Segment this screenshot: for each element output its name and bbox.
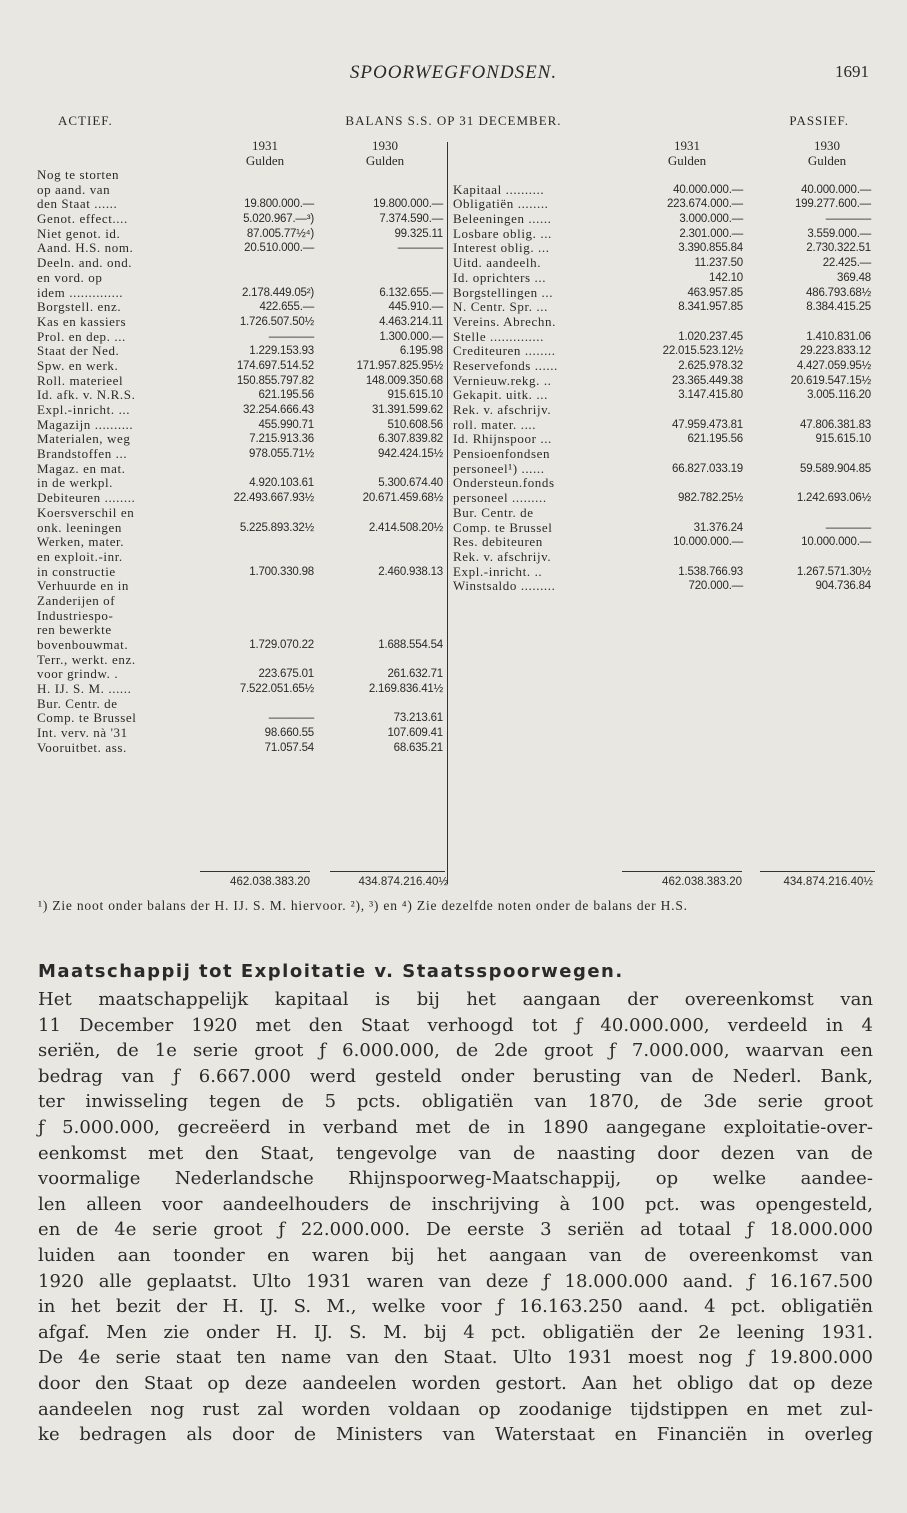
- table-row: [37, 550, 447, 565]
- table-row: [453, 506, 873, 521]
- row-label: Vernieuw.rekg. ..: [453, 372, 552, 388]
- text-line: ƒ 5.000.000, gecreëerd in verband met de in 1890 aangegane exploitatie-over-: [38, 1116, 873, 1138]
- col-unit: Gulden: [365, 153, 405, 168]
- value-1931: 2.625.978.32: [678, 359, 743, 372]
- table-row: [453, 550, 873, 565]
- value-1931: 1.229.153.93: [249, 345, 314, 358]
- value-1930: 4.463.214.11: [379, 315, 443, 328]
- value-1930: 445.910.—: [388, 301, 443, 314]
- value-1930: 7.374.590.—: [379, 213, 443, 226]
- value-1931: 2.178.449.05²): [241, 286, 314, 299]
- text-line: aandeelen nog rust zal worden voldaan op zoodanige tijdstippen en met zul-: [38, 1398, 873, 1420]
- value-1931: 174.697.514.52: [236, 359, 314, 372]
- table-row: [453, 330, 873, 345]
- row-label: Niet genot. id.: [37, 225, 121, 241]
- row-label: Aand. H.S. nom.: [37, 240, 134, 256]
- row-label: bovenbouwmat.: [37, 637, 129, 652]
- value-1931: 71.057.54: [264, 741, 314, 754]
- row-label: H. IJ. S. M. ......: [37, 681, 132, 697]
- row-label: Vooruitbet. ass.: [37, 739, 127, 755]
- row-label: Nog te storten: [37, 167, 120, 182]
- table-row: [37, 418, 447, 433]
- table-row: [453, 462, 873, 477]
- value-1931: 40.000.000.—: [673, 183, 743, 196]
- table-row: [37, 212, 447, 227]
- assets-col-1931: [230, 138, 300, 168]
- running-title: SPOORWEGFONDSEN.: [349, 62, 558, 83]
- total-rule: [200, 871, 310, 872]
- table-row: [453, 315, 873, 330]
- table-row: [453, 256, 873, 271]
- table-row: [37, 579, 447, 594]
- value-1931: 223.675.01: [258, 668, 314, 681]
- table-row: [37, 344, 447, 359]
- text-line: ter inwisseling tegen de 5 pcts. obligatiën van 1870, de 3de serie groot: [38, 1091, 873, 1113]
- table-row: [453, 491, 873, 506]
- value-1931: 66.827.033.19: [672, 462, 743, 475]
- value-1930: ————: [825, 213, 871, 226]
- row-label: in constructie: [37, 563, 116, 579]
- row-label: Reservefonds ......: [453, 357, 558, 373]
- row-label: personeel¹) ......: [453, 460, 545, 476]
- value-1931: 4.920.103.61: [249, 477, 314, 490]
- value-1931: 23.365.449.38: [672, 374, 743, 387]
- row-label: op aand. van: [37, 181, 111, 197]
- value-1930: 29.223.833.12: [800, 345, 871, 358]
- row-label: Kas en kassiers: [37, 313, 127, 329]
- value-1930: 20.671.459.68½: [362, 492, 443, 505]
- row-label: Spw. en werk.: [37, 357, 119, 373]
- row-label: Industriespo-: [37, 607, 114, 623]
- value-1930: 40.000.000.—: [801, 183, 871, 196]
- table-row: [37, 374, 447, 389]
- value-1931: 47.959.473.81: [672, 418, 743, 431]
- value-1931: 142.10: [709, 271, 743, 284]
- value-1930: 199.277.600.—: [794, 198, 871, 211]
- table-row: [37, 359, 447, 374]
- row-label: den Staat ......: [37, 196, 118, 212]
- table-row: [453, 183, 873, 198]
- row-label: Prol. en dep. ...: [37, 328, 126, 344]
- table-row: [37, 711, 447, 726]
- value-1931: 5.020.967.—³): [243, 213, 314, 226]
- total-assets-1930: 434.874.216.40½: [358, 876, 448, 888]
- value-1931: 3.147.415.80: [678, 389, 743, 402]
- page-number: 1691: [835, 62, 869, 81]
- row-label: Uitd. aandeelh.: [453, 255, 542, 271]
- table-row: [37, 506, 447, 521]
- value-1931: 20.510.000.—: [244, 242, 314, 255]
- table-row: [37, 241, 447, 256]
- value-1931: 1.538.766.93: [678, 565, 743, 578]
- text-line: len alleen voor aandeelhouders de inschrijving à 100 pct. was opengesteld,: [38, 1193, 873, 1215]
- table-row: [37, 227, 447, 242]
- value-1930: 1.267.571.30½: [796, 565, 871, 578]
- total-rule: [330, 871, 445, 872]
- table-row: [37, 491, 447, 506]
- row-label: roll. mater. ....: [453, 416, 537, 432]
- value-1930: 68.635.21: [393, 741, 443, 754]
- value-1931: 7.215.913.36: [249, 433, 314, 446]
- assets-heading: ACTIEF.: [58, 113, 113, 128]
- value-1931: 1.700.330.98: [249, 565, 314, 578]
- value-1930: 510.608.56: [387, 418, 443, 431]
- table-row: [453, 359, 873, 374]
- value-1931: 1.729.070.22: [249, 639, 314, 651]
- row-label: Comp. te Brussel: [453, 519, 553, 535]
- row-label: Comp. te Brussel: [37, 710, 137, 726]
- row-label: Staat der Ned.: [37, 343, 120, 359]
- value-1930: 3.005.116.20: [807, 389, 871, 402]
- value-1931: 621.195.56: [687, 433, 743, 446]
- row-label: Rek. v. afschrijv.: [453, 402, 552, 417]
- table-row: [37, 432, 447, 447]
- total-assets-1931: 462.038.383.20: [230, 876, 310, 888]
- value-1930: 8.384.415.25: [806, 301, 871, 314]
- value-1931: 1.020.237.45: [678, 330, 743, 343]
- text-line: en de 4e serie groot ƒ 22.000.000. De eerste 3 seriën ad totaal ƒ 18.000.000: [38, 1219, 873, 1241]
- col-year: 1931: [674, 138, 700, 153]
- table-row: [453, 227, 873, 242]
- row-label: Res. debiteuren: [453, 534, 543, 550]
- total-liabilities-1931: 462.038.383.20: [662, 876, 742, 888]
- value-1930: 148.009.350.68: [365, 374, 443, 387]
- table-row: [37, 682, 447, 697]
- value-1930: 1.300.000.—: [379, 330, 443, 343]
- total-liabilities-1930: 434.874.216.40½: [783, 876, 873, 888]
- row-label: Expl.-inricht. ...: [37, 402, 131, 417]
- value-1930: 369.48: [837, 271, 871, 284]
- value-1930: 20.619.547.15½: [790, 374, 871, 387]
- column-divider: [447, 142, 448, 884]
- footnote: ¹) Zie noot onder balans der H. IJ. S. M. hiervoor. ²), ³) en ⁴) Zie dezelfde noten onder de balans der H.S.: [38, 898, 688, 913]
- table-row: [453, 271, 873, 286]
- table-row: [453, 374, 873, 389]
- value-1931: 1.726.507.50½: [239, 315, 314, 328]
- table-row: [37, 623, 447, 638]
- row-label: in de werkpl.: [37, 475, 114, 491]
- table-row: [37, 168, 447, 183]
- row-label: Koersverschil en: [37, 504, 135, 520]
- table-row: [453, 212, 873, 227]
- table-row: [453, 403, 873, 418]
- value-1931: 22.015.523.12½: [662, 345, 743, 358]
- text-line: afgaf. Men zie onder H. IJ. S. M. bij 4 pct. obligatiën der 2e leening 1931.: [38, 1321, 873, 1343]
- row-label: voor grindw. .: [37, 666, 119, 682]
- row-label: Genot. effect....: [37, 211, 128, 227]
- row-label: Expl.-inricht. ..: [453, 563, 543, 579]
- value-1930: 99.325.11: [394, 227, 443, 240]
- col-unit: Gulden: [807, 153, 847, 168]
- table-row: [37, 609, 447, 624]
- row-label: Beleeningen ......: [453, 211, 552, 227]
- value-1930: 1.242.693.06½: [796, 492, 871, 505]
- value-1931: 22.493.667.93½: [233, 492, 314, 505]
- value-1931: ————: [268, 330, 314, 343]
- value-1931: 621.195.56: [258, 389, 314, 402]
- table-row: [37, 286, 447, 301]
- row-label: ren bewerkte: [37, 622, 112, 638]
- value-1931: 223.674.000.—: [666, 198, 743, 211]
- value-1930: 915.615.10: [387, 389, 443, 402]
- value-1930: 5.300.674.40: [378, 477, 443, 490]
- balance-heading: BALANS S.S. OP 31 DECEMBER.: [345, 113, 562, 128]
- table-row: [37, 388, 447, 403]
- table-row: [453, 388, 873, 403]
- table-row: [453, 476, 873, 491]
- row-label: Terr., werkt. enz.: [37, 651, 136, 667]
- row-label: Interest oblig. ...: [453, 240, 550, 256]
- value-1931: ————: [268, 712, 314, 725]
- row-label: Obligatiën ........: [453, 196, 549, 212]
- value-1931: 98.660.55: [264, 727, 314, 740]
- table-row: [453, 535, 873, 550]
- table-row: [37, 315, 447, 330]
- table-row: [453, 447, 873, 462]
- row-label: Verhuurde en in: [37, 578, 130, 594]
- table-row: [37, 256, 447, 271]
- table-row: [37, 462, 447, 477]
- row-label: en exploit.-inr.: [37, 548, 123, 564]
- value-1930: 107.609.41: [387, 727, 443, 740]
- value-1930: 486.793.68½: [806, 286, 871, 299]
- value-1931: 422.655.—: [259, 301, 314, 314]
- text-line: ke bedragen als door de Ministers van Waterstaat en Financiën in overleg: [38, 1424, 873, 1446]
- liabilities-table: [453, 168, 873, 594]
- value-1931: 2.301.000.—: [679, 227, 743, 240]
- row-label: Magaz. en mat.: [37, 460, 126, 476]
- row-label: Crediteuren ........: [453, 343, 556, 359]
- value-1930: 73.213.61: [393, 712, 443, 725]
- row-label: Int. verv. nà '31: [37, 725, 128, 741]
- value-1930: 6.132.655.—: [379, 286, 443, 299]
- row-label: Magazijn ..........: [37, 416, 134, 432]
- row-label: Id. Rhijnspoor ...: [453, 431, 552, 447]
- value-1931: 720.000.—: [688, 580, 743, 593]
- table-row: [453, 241, 873, 256]
- table-row: [453, 565, 873, 580]
- table-row: [453, 286, 873, 301]
- value-1931: 982.782.25½: [678, 492, 743, 505]
- value-1931: 150.855.797.82: [236, 374, 314, 387]
- value-1930: 3.559.000.—: [807, 227, 871, 240]
- table-row: [37, 653, 447, 668]
- table-row: [37, 667, 447, 682]
- row-label: Winstsaldo .........: [453, 578, 556, 594]
- value-1930: 10.000.000.—: [801, 536, 871, 549]
- table-row: [453, 521, 873, 536]
- value-1930: 261.632.71: [387, 668, 443, 681]
- value-1930: 6.307.839.82: [378, 433, 443, 446]
- row-label: Pensioenfondsen: [453, 446, 551, 462]
- table-row: [37, 300, 447, 315]
- table-row: [453, 579, 873, 594]
- table-row: [37, 521, 447, 536]
- col-unit: Gulden: [667, 153, 707, 168]
- table-row: [37, 697, 447, 712]
- row-label: Materialen, weg: [37, 431, 131, 447]
- table-row: [37, 271, 447, 286]
- value-1930: 19.800.000.—: [373, 198, 443, 211]
- row-label: Bur. Centr. de: [453, 504, 534, 520]
- value-1931: 8.341.957.85: [678, 301, 743, 314]
- value-1931: 19.800.000.—: [244, 198, 314, 211]
- value-1931: 87.005.77½⁴): [246, 227, 314, 240]
- row-label: Vereins. Abrechn.: [453, 313, 556, 329]
- value-1930: 4.427.059.95½: [796, 359, 871, 372]
- total-rule: [622, 871, 742, 872]
- table-row: [37, 565, 447, 580]
- value-1931: 10.000.000.—: [673, 536, 743, 549]
- row-label: Ondersteun.fonds: [453, 475, 555, 491]
- row-label: Kapitaal ..........: [453, 181, 545, 197]
- row-label: Gekapit. uitk. ...: [453, 387, 548, 403]
- col-year: 1931: [252, 138, 278, 153]
- total-rule: [760, 871, 875, 872]
- section-heading: Maatschappij tot Exploitatie v. Staatsspoorwegen.: [38, 961, 624, 982]
- liabilities-col-1930: [792, 138, 862, 168]
- table-row: [37, 535, 447, 550]
- row-label: idem ..............: [37, 284, 124, 300]
- value-1931: 3.390.855.84: [678, 242, 743, 255]
- row-label: Borgstellingen ...: [453, 284, 554, 300]
- value-1930: 59.589.904.85: [800, 462, 871, 475]
- value-1930: 22.425.—: [822, 257, 871, 270]
- table-row: [37, 741, 447, 756]
- value-1931: 5.225.893.32½: [239, 521, 314, 534]
- table-row: [37, 330, 447, 345]
- value-1930: 2.730.322.51: [806, 242, 871, 255]
- value-1930: 915.615.10: [815, 433, 871, 446]
- text-line: eenkomst met den Staat, tengevolge van de naasting door dezen van de: [38, 1142, 873, 1164]
- body-paragraph: [38, 987, 873, 1448]
- table-row: [37, 183, 447, 198]
- table-row: [37, 638, 447, 653]
- table-row: [453, 432, 873, 447]
- table-row: [453, 418, 873, 433]
- value-1931: 455.990.71: [258, 418, 314, 431]
- value-1931: 463.957.85: [687, 286, 743, 299]
- row-label: en vord. op: [37, 269, 103, 285]
- row-label: Brandstoffen ...: [37, 446, 128, 462]
- row-label: N. Centr. Spr. ...: [453, 299, 548, 315]
- text-line: Het maatschappelijk kapitaal is bij het aangaan der overeenkomst van: [38, 989, 873, 1010]
- value-1930: 904.736.84: [815, 580, 871, 593]
- row-label: Zanderijen of: [37, 592, 116, 608]
- row-label: Debiteuren ........: [37, 490, 136, 506]
- text-line: 11 December 1920 met den Staat verhoogd tot ƒ 40.000.000, verdeeld in 4: [38, 1014, 873, 1036]
- table-row: [37, 726, 447, 741]
- value-1931: 7.522.051.65½: [239, 683, 314, 696]
- value-1930: 47.806.381.83: [800, 418, 871, 431]
- value-1930: 31.391.599.62: [372, 404, 443, 416]
- table-row: [453, 197, 873, 212]
- assets-col-1930: [350, 138, 420, 168]
- liabilities-heading: PASSIEF.: [789, 113, 849, 128]
- col-year: 1930: [372, 138, 398, 153]
- text-line: luiden aan toonder en waren bij het aangaan van de overeenkomst van: [38, 1244, 873, 1266]
- value-1930: 6.195.98: [399, 345, 443, 358]
- liabilities-col-1931: [652, 138, 722, 168]
- text-line: bedrag van ƒ 6.667.000 werd gesteld onder berusting van de Nederl. Bank,: [38, 1065, 873, 1087]
- value-1930: 942.424.15½: [378, 448, 443, 461]
- table-row: [453, 300, 873, 315]
- value-1930: 2.460.938.13: [378, 565, 443, 578]
- text-line: De 4e serie staat ten name van den Staat. Ulto 1931 moest nog ƒ 19.800.000: [38, 1347, 873, 1369]
- row-label: Rek. v. afschrijv.: [453, 548, 552, 564]
- value-1930: 1.410.831.06: [806, 330, 871, 343]
- row-label: Bur. Centr. de: [37, 695, 118, 711]
- row-label: Id. oprichters ...: [453, 269, 547, 285]
- value-1931: 11.237.50: [694, 257, 743, 270]
- value-1931: 32.254.666.43: [243, 404, 314, 416]
- row-label: Werken, mater.: [37, 534, 125, 550]
- row-label: Roll. materieel: [37, 372, 124, 388]
- text-line: in het bezit der H. IJ. S. M., welke voor ƒ 16.163.250 aand. 4 pct. obligatiën: [38, 1296, 873, 1318]
- value-1930: ————: [397, 242, 443, 255]
- row-label: Losbare oblig. ...: [453, 225, 552, 241]
- text-line: seriën, de 1e serie groot ƒ 6.000.000, de 2de groot ƒ 7.000.000, waarvan een: [38, 1040, 873, 1062]
- row-label: Id. afk. v. N.R.S.: [37, 387, 136, 403]
- value-1931: 31.376.24: [693, 521, 743, 534]
- table-row: [453, 168, 873, 183]
- table-row: [37, 476, 447, 491]
- table-row: [37, 594, 447, 609]
- value-1931: 3.000.000.—: [679, 213, 743, 226]
- value-1930: 171.957.825.95½: [356, 359, 443, 372]
- row-label: Stelle ..............: [453, 328, 544, 344]
- row-label: Deeln. and. ond.: [37, 255, 133, 271]
- value-1930: 2.169.836.41½: [368, 683, 443, 696]
- text-line: 1920 alle geplaatst. Ulto 1931 waren van deze ƒ 18.000.000 aand. ƒ 16.167.500: [38, 1270, 873, 1292]
- value-1931: 978.055.71½: [249, 448, 314, 461]
- value-1930: ————: [825, 521, 871, 534]
- value-1930: 1.688.554.54: [378, 639, 443, 651]
- text-line: door den Staat op deze aandeelen worden gestort. Aan het obligo dat op deze: [38, 1372, 873, 1394]
- row-label: Borgstell. enz.: [37, 299, 122, 315]
- table-row: [37, 403, 447, 418]
- assets-table: [37, 168, 447, 756]
- table-row: [453, 344, 873, 359]
- row-label: onk. leeningen: [37, 519, 122, 535]
- text-line: voormalige Nederlandsche Rhijnspoorweg-Maatschappij, op welke aandee-: [38, 1168, 873, 1190]
- table-row: [37, 447, 447, 462]
- value-1930: 2.414.508.20½: [368, 521, 443, 534]
- table-row: [37, 197, 447, 212]
- col-year: 1930: [814, 138, 840, 153]
- row-label: personeel .........: [453, 490, 547, 506]
- col-unit: Gulden: [245, 153, 285, 168]
